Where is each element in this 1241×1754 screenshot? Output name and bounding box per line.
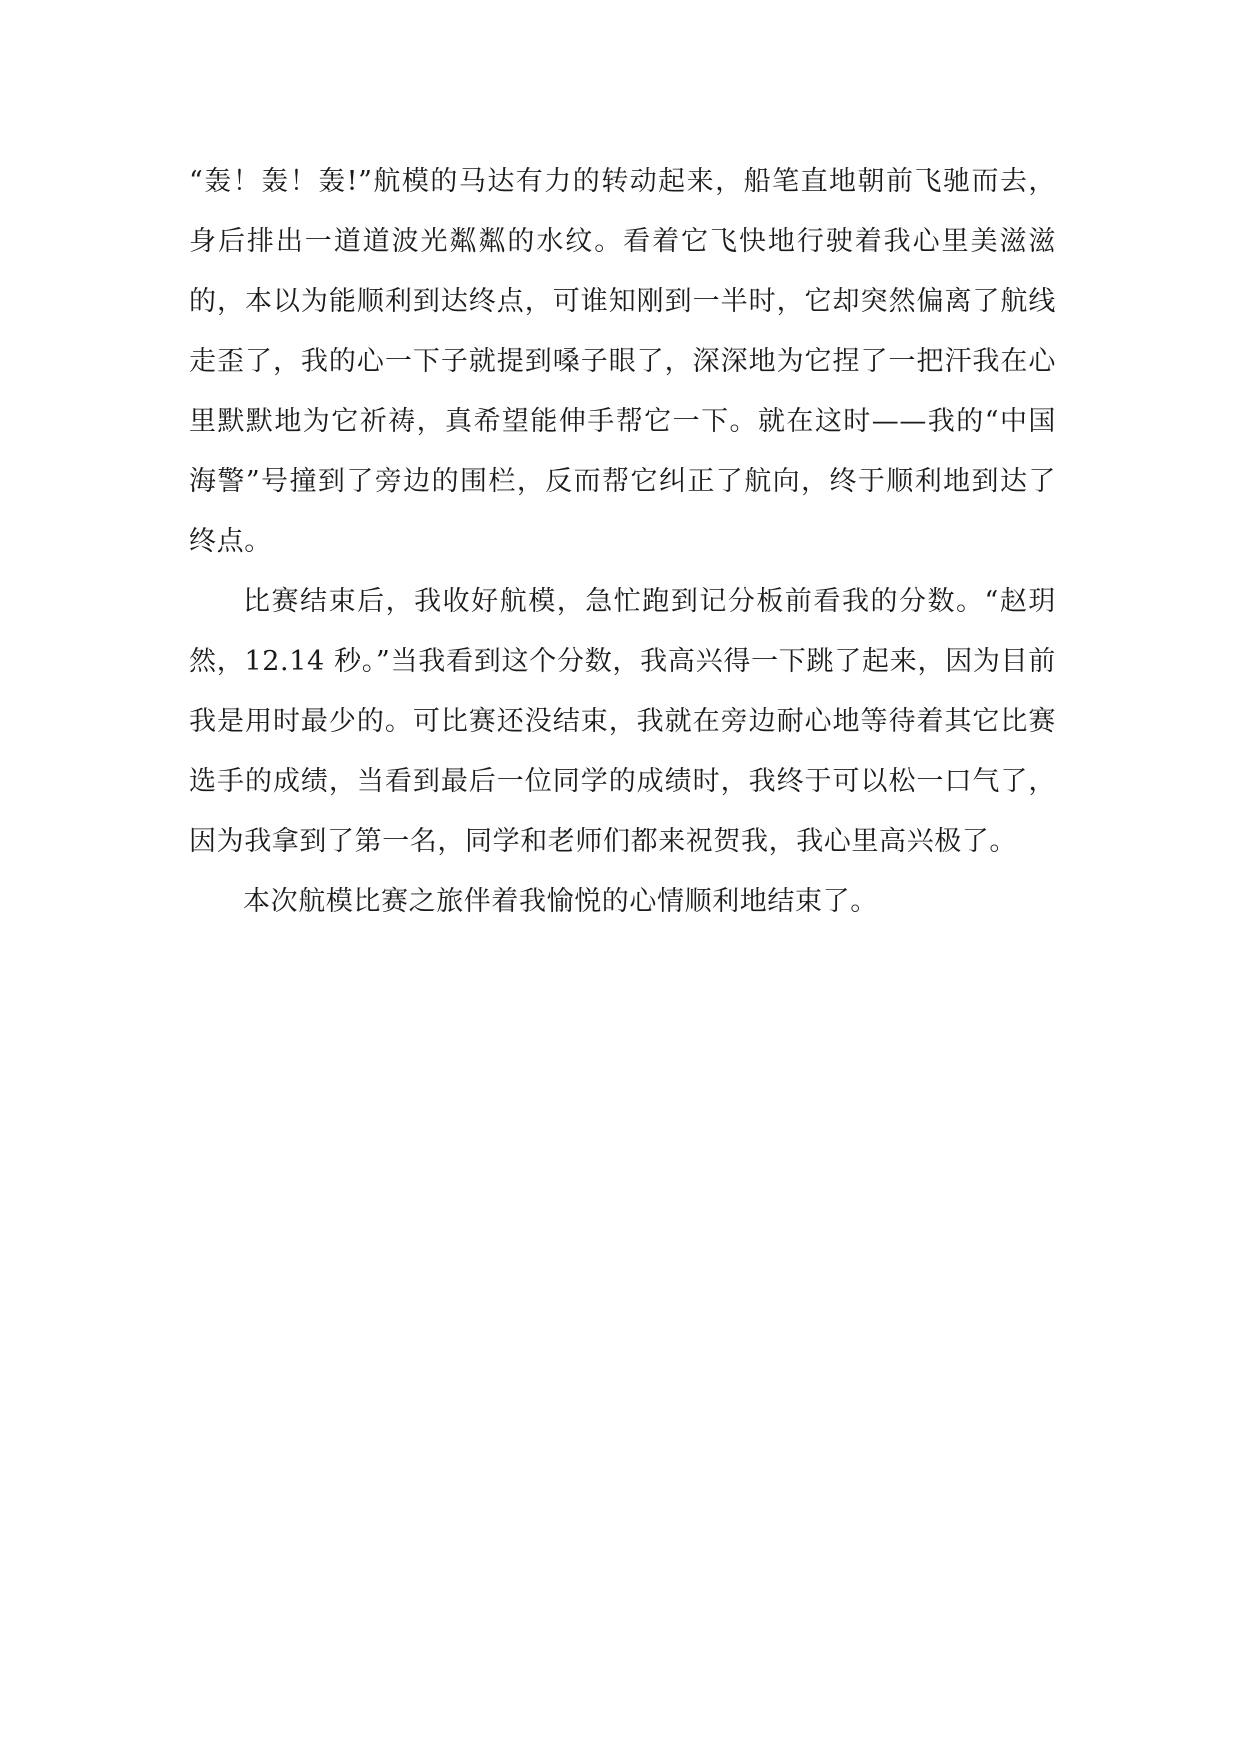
paragraph-1: “轰！轰！轰!”航模的马达有力的转动起来，船笔直地朝前飞驰而去，身后排出一道道波光粼粼的水纹。看着它飞快地行驶着我心里美滋滋的，本以为能顺利到达终点，可谁知刚到一半时，它却突然偏离了航线走歪了，我的心一下子就提到嗓子眼了，深深地为它捏了一把汗我在心里默默地为它祈祷，真希望能伸手帮它一下。就在这时——我的“中国海警”号撞到了旁边的围栏，反而帮它纠正了航向，终于顺利地到达了终点。 xyxy=(189,166,1056,557)
paragraph-3: 本次航模比赛之旅伴着我愉悦的心情顺利地结束了。 xyxy=(243,886,878,917)
document-body xyxy=(189,152,1056,932)
paragraph-2: 比赛结束后，我收好航模，急忙跑到记分板前看我的分数。“赵玥然，12.14 秒。”当我看到这个分数，我高兴得一下跳了起来，因为目前我是用时最少的。可比赛还没结束，我就在旁边耐心地等待着其它比赛选手的成绩，当看到最后一位同学的成绩时，我终于可以松一口气了，因为我拿到了第一名，同学和老师们都来祝贺我，我心里高兴极了。 xyxy=(189,586,1056,857)
